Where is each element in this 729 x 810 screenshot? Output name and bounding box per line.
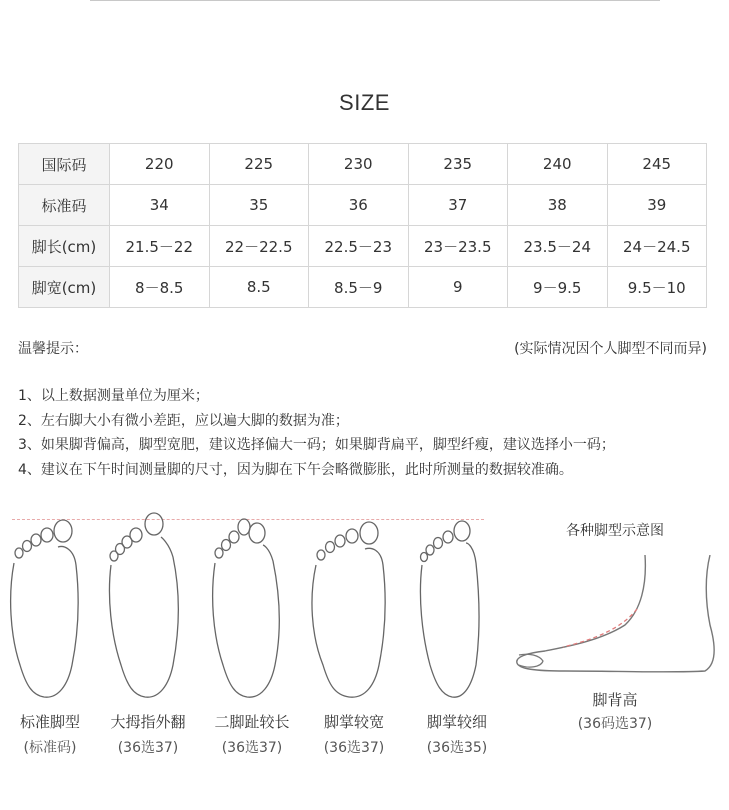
- row-header: 国际码: [19, 144, 110, 185]
- foot-label: 标准脚型: [19, 713, 80, 731]
- table-cell: 39: [607, 185, 707, 226]
- side-title: 各种脚型示意图: [566, 523, 664, 539]
- standard-foot-icon: [0, 505, 90, 705]
- table-row: [19, 144, 707, 185]
- table-cell: 23.5－24: [508, 226, 608, 267]
- foot-label: 大拇指外翻: [110, 713, 186, 731]
- wide-foot-icon: [305, 505, 395, 705]
- foot-illustrations: [0, 505, 500, 705]
- tip-item: 4、建议在下午时间测量脚的尺寸，因为脚在下午会略微膨胀，此时所测量的数据较准确。: [18, 461, 573, 478]
- bunion-foot-icon: [103, 505, 193, 705]
- table-cell: 37: [408, 185, 508, 226]
- table-row: [19, 185, 707, 226]
- size-table: [18, 143, 707, 308]
- foot-sub: (标准码): [23, 740, 77, 756]
- table-cell: 36: [309, 185, 409, 226]
- page-title: SIZE: [339, 90, 390, 115]
- side-label: 脚背高: [592, 691, 638, 709]
- narrow-foot-icon: [410, 505, 500, 705]
- foot-label: 二脚趾较长: [214, 713, 290, 731]
- table-cell: 245: [607, 144, 707, 185]
- table-cell: 240: [508, 144, 608, 185]
- tip-item: 2、左右脚大小有微小差距，应以遍大脚的数据为准；: [18, 412, 349, 429]
- table-cell: 230: [309, 144, 409, 185]
- table-cell: 24－24.5: [607, 226, 707, 267]
- tip-item: 3、如果脚背偏高，脚型宽肥，建议选择偏大一码；如果脚背扁平，脚型纤瘦，建议选择小一码；: [18, 437, 615, 453]
- table-cell: 225: [209, 144, 309, 185]
- table-cell: 38: [508, 185, 608, 226]
- table-cell: 35: [209, 185, 309, 226]
- foot-label: 脚掌较细: [426, 713, 487, 731]
- tips-note: (实际情况因个人脚型不同而异): [514, 341, 707, 357]
- table-cell: 235: [408, 144, 508, 185]
- row-header: 脚宽(cm): [19, 267, 110, 308]
- table-row: [19, 267, 707, 308]
- table-cell: 9－9.5: [508, 267, 608, 308]
- table-cell: 9.5－10: [607, 267, 707, 308]
- foot-label: 脚掌较宽: [323, 713, 384, 731]
- top-divider: [90, 0, 660, 1]
- table-cell: 220: [110, 144, 210, 185]
- foot-sub: (36选37): [323, 740, 385, 756]
- tip-item: 1、以上数据测量单位为厘米；: [18, 388, 209, 404]
- side-sub: (36码选37): [577, 716, 653, 732]
- table-cell: 23－23.5: [408, 226, 508, 267]
- row-header: 脚长(cm): [19, 226, 110, 267]
- row-header: 标准码: [19, 185, 110, 226]
- table-cell: 8－8.5: [110, 267, 210, 308]
- table-cell: 8.5: [209, 267, 309, 308]
- foot-sub: (36选37): [221, 740, 283, 756]
- table-cell: 8.5－9: [309, 267, 409, 308]
- table-row: [19, 226, 707, 267]
- table-cell: 34: [110, 185, 210, 226]
- long-second-toe-foot-icon: [205, 505, 295, 705]
- table-cell: 21.5－22: [110, 226, 210, 267]
- table-cell: 22.5－23: [309, 226, 409, 267]
- tips-list: [18, 384, 615, 482]
- foot-sub: (36选35): [426, 740, 488, 756]
- table-cell: 22－22.5: [209, 226, 309, 267]
- table-cell: 9: [408, 267, 508, 308]
- foot-sub: (36选37): [117, 740, 179, 756]
- tips-label: 温馨提示：: [18, 341, 88, 357]
- high-instep-foot-icon: [505, 555, 720, 685]
